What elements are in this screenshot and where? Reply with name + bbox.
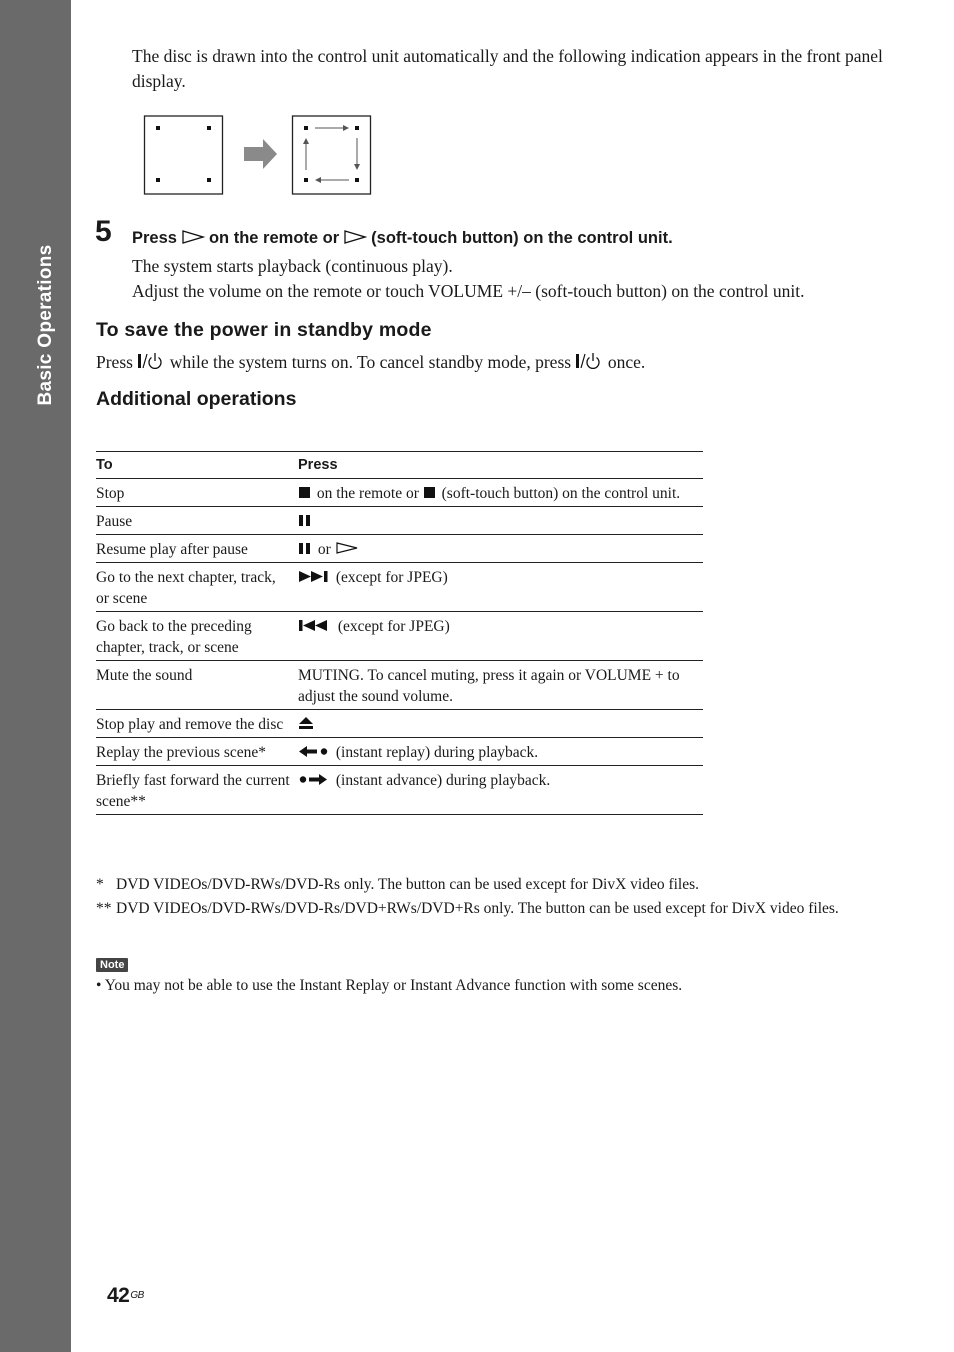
note-badge: Note [96,958,128,972]
column-header-to: To [96,452,298,479]
footnote [96,898,896,919]
footnote-mark: * [96,876,104,893]
pause-icon [298,514,312,527]
row-press-text: (instant replay) during playback. [335,744,539,761]
row-press [298,738,703,766]
operations-table [96,451,703,815]
standby-text-press: Press [96,352,133,372]
sidebar-tab [0,0,71,1352]
play-icon [335,541,359,555]
row-press: MUTING. To cancel muting, press it again or VOLUME + to adjust the sound volume. [298,661,703,710]
table-row [96,507,703,535]
table-row [96,479,703,507]
instant-replay-icon [298,745,330,758]
row-press [298,766,703,815]
footnote-mark: ** [96,900,112,917]
step-heading-mid: on the remote or [208,229,340,247]
row-action: Pause [96,507,298,535]
page-number [107,1283,144,1309]
row-press-text: on the remote or [316,485,419,502]
note-text: • You may not be able to use the Instant Replay or Instant Advance function with some scenes. [96,977,683,994]
power-icon [137,351,165,371]
footnote [96,874,896,895]
row-action: Go back to the preceding chapter, track, or scene [96,612,298,661]
next-icon [298,570,330,583]
row-press-text: or [317,541,331,558]
stop-icon [298,486,311,499]
step-body-line2: Adjust the volume on the remote or touch VOLUME +/– (soft-touch button) on the control unit. [132,281,805,301]
play-icon [181,229,205,245]
table-row [96,563,703,612]
row-press-text: (except for JPEG) [335,569,448,586]
row-action: Stop [96,479,298,507]
row-press [298,710,703,738]
row-action: Replay the previous scene* [96,738,298,766]
standby-paragraph [96,350,645,375]
row-press [298,535,703,563]
row-press [298,479,703,507]
row-action: Stop play and remove the disc [96,710,298,738]
step-heading [132,227,673,249]
eject-icon [298,716,314,730]
table-header-row [96,452,703,479]
step-heading-press: Press [132,229,177,247]
row-press [298,507,703,535]
section-label: Basic Operations [35,244,56,406]
page-number-value: 42 [107,1284,130,1307]
display-before [145,116,223,194]
row-press [298,563,703,612]
standby-text-mid: while the system turns on. To cancel standby mode, press [169,352,572,372]
row-press-text: (instant advance) during playback. [335,772,551,789]
pause-icon [298,542,312,555]
step-number: 5 [95,215,112,248]
row-action: Resume play after pause [96,535,298,563]
table-row [96,738,703,766]
previous-icon [298,619,332,632]
footnote-text: DVD VIDEOs/DVD-RWs/DVD-Rs only. The button can be used except for DivX video files. [116,876,700,893]
standby-heading: To save the power in standby mode [96,319,432,341]
instant-advance-icon [298,773,330,786]
transition-arrow-icon [244,139,277,169]
table-row [96,661,703,710]
table-row [96,710,703,738]
table-row [96,766,703,815]
play-icon [343,229,367,245]
front-panel-display-diagram [143,114,375,196]
standby-text-end: once. [607,352,646,372]
row-action: Mute the sound [96,661,298,710]
additional-operations-heading: Additional operations [96,388,297,410]
row-press [298,612,703,661]
row-action: Go to the next chapter, track, or scene [96,563,298,612]
row-action: Briefly fast forward the current scene** [96,766,298,815]
column-header-press: Press [298,452,703,479]
power-icon [575,351,603,371]
step-body-line1: The system starts playback (continuous play). [132,256,453,276]
table-row [96,612,703,661]
row-press-text: (except for JPEG) [337,618,450,635]
intro-paragraph: The disc is drawn into the control unit automatically and the following indication appears in the front panel display. [132,46,883,91]
page-number-suffix: GB [130,1290,144,1301]
table-row [96,535,703,563]
footnote-text: DVD VIDEOs/DVD-RWs/DVD-Rs/DVD+RWs/DVD+Rs only. The button can be used except for DivX video files. [116,900,839,917]
step-body [132,254,922,304]
stop-icon [423,486,436,499]
row-press-text: (soft-touch button) on the control unit. [441,485,681,502]
display-after [293,116,371,194]
step-heading-end: (soft-touch button) on the control unit. [371,229,673,247]
